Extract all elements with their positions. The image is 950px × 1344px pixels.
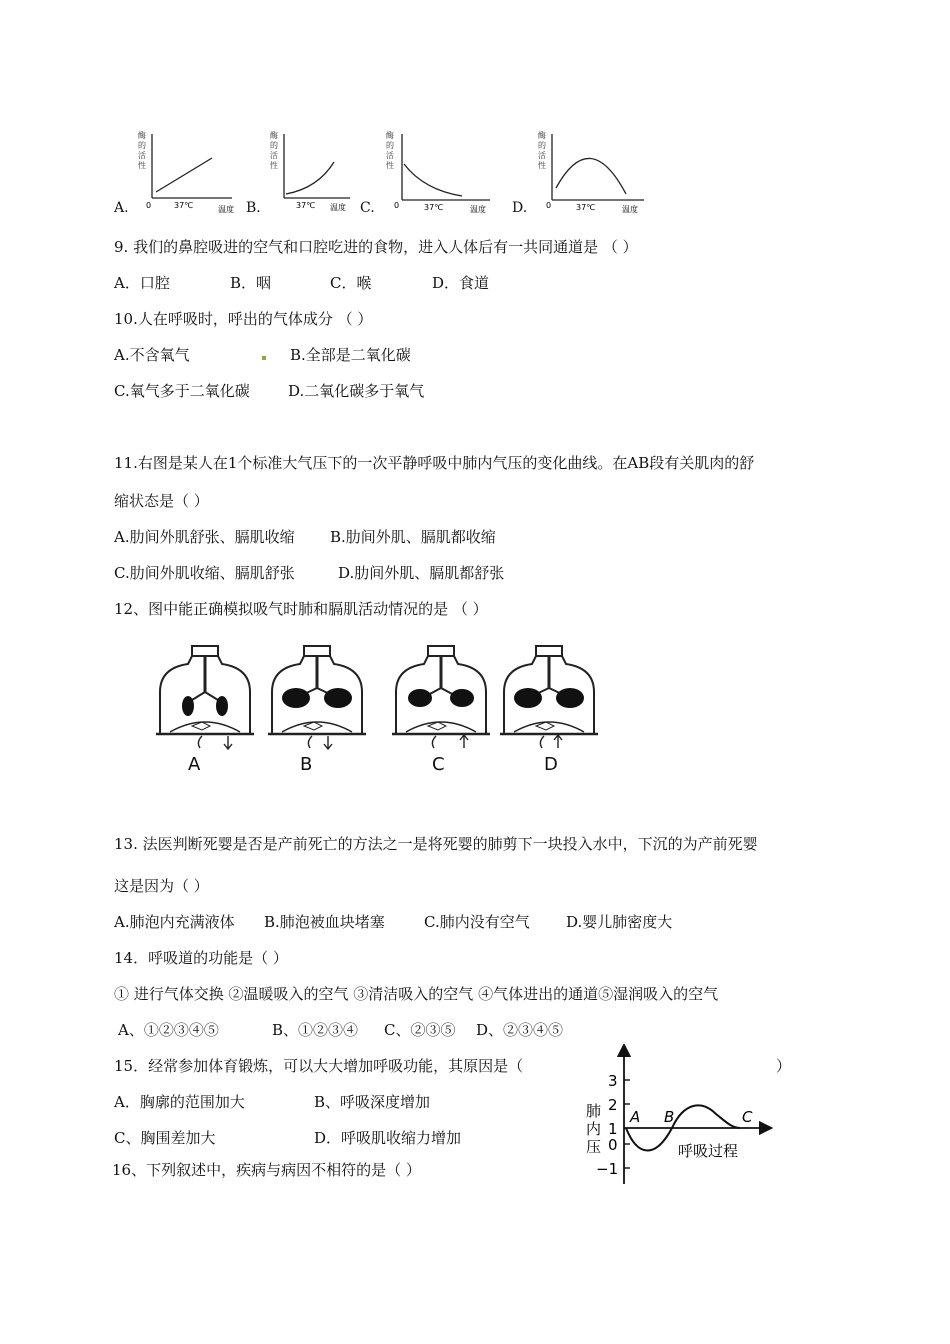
y-axis-char-2: 内 <box>586 1120 602 1138</box>
svg-text:活: 活 <box>138 151 146 160</box>
q10-option-b: B.全部是二氧化碳 <box>290 346 411 364</box>
enzyme-graph-c <box>384 126 494 216</box>
svg-text:的: 的 <box>386 141 394 150</box>
svg-text:活: 活 <box>538 151 546 160</box>
graph-label-c: C. <box>360 200 375 216</box>
svg-text:活: 活 <box>270 151 278 160</box>
graph-label-d: D. <box>512 200 528 216</box>
svg-text:的: 的 <box>138 141 146 150</box>
q15-option-a: A．胸廓的范围加大 <box>114 1093 245 1111</box>
enzyme-graph-b <box>268 126 358 216</box>
q9-stem: 9. 我们的鼻腔吸进的空气和口腔吃进的食物，进入人体后有一共同通道是 （ ） <box>114 238 638 256</box>
q14-option-b: B、①②③④ <box>272 1021 359 1039</box>
svg-text:0: 0 <box>546 201 552 210</box>
figure-label-b: B <box>300 754 313 775</box>
q10-option-a: A.不含氧气 <box>114 346 190 364</box>
q11-option-c: C.肋间外肌收缩、膈肌舒张 <box>114 564 295 582</box>
point-c-label: C <box>742 1108 753 1126</box>
q11-option-a: A.肋间外肌舒张、膈肌收缩 <box>114 528 295 546</box>
q9-option-d: D．食道 <box>432 274 490 292</box>
bell-jar-b <box>264 642 370 752</box>
y-axis-label: 酶 <box>138 131 146 140</box>
svg-text:活: 活 <box>386 151 394 160</box>
bell-jar-d <box>496 642 602 752</box>
q9-option-a: A．口腔 <box>114 274 170 292</box>
graph-label-a: A. <box>114 200 129 216</box>
q9-option-b: B．咽 <box>230 274 272 292</box>
q13-stem-line2: 这是因为（ ） <box>114 877 209 895</box>
figure-label-a: A <box>188 754 201 775</box>
bell-jar-a <box>152 642 258 752</box>
q13-stem-line1: 13. 法医判断死婴是否是产前死亡的方法之一是将死婴的肺剪下一块投入水中，下沉的为产前死婴 <box>114 835 758 853</box>
point-b-label: B <box>664 1108 675 1126</box>
svg-text:0: 0 <box>394 201 400 210</box>
stray-dot <box>262 356 266 360</box>
q14-items: ① 进行气体交换 ②温暖吸入的空气 ③清洁吸入的空气 ④气体进出的通道⑤湿润吸入的空气 <box>114 985 719 1003</box>
svg-text:温度: 温度 <box>330 203 346 212</box>
q11-option-b: B.肋间外肌、膈肌都收缩 <box>330 528 496 546</box>
svg-text:温度: 温度 <box>470 205 486 214</box>
q15-option-d: D．呼吸肌收缩力增加 <box>314 1129 462 1147</box>
svg-text:温度: 温度 <box>218 205 234 214</box>
y-tick-neg1: −1 <box>596 1160 619 1178</box>
svg-text:的: 的 <box>538 141 546 150</box>
svg-text:性: 性 <box>386 161 394 170</box>
figure-label-c: C <box>432 754 445 775</box>
q15-close-paren: ） <box>776 1057 792 1075</box>
q14-option-a: A、①②③④⑤ <box>118 1021 219 1039</box>
svg-text:37℃: 37℃ <box>576 203 596 212</box>
svg-text:0: 0 <box>146 201 152 210</box>
bell-jar-c <box>388 642 494 752</box>
graph-label-b: B. <box>246 200 261 216</box>
svg-text:酶: 酶 <box>270 131 278 140</box>
q15-option-b: B、呼吸深度增加 <box>314 1093 431 1111</box>
q14-stem: 14．呼吸道的功能是（ ） <box>114 949 288 967</box>
svg-text:37℃: 37℃ <box>296 201 316 210</box>
q13-option-a: A.肺泡内充满液体 <box>114 913 235 931</box>
figure-label-d: D <box>544 754 558 775</box>
y-tick-3: 3 <box>608 1072 618 1090</box>
q13-option-c: C.肺内没有空气 <box>424 913 530 931</box>
x-axis-label: 呼吸过程 <box>678 1142 739 1160</box>
q12-stem: 12、图中能正确模拟吸气时肺和膈肌活动情况的是 （ ） <box>114 600 488 618</box>
svg-text:的: 的 <box>270 141 278 150</box>
q16-stem: 16、下列叙述中，疾病与病因不相符的是（ ） <box>112 1161 421 1179</box>
y-axis-char-1: 肺 <box>586 1102 602 1120</box>
y-tick-0: 0 <box>608 1136 618 1154</box>
svg-text:37℃: 37℃ <box>174 201 194 210</box>
q10-stem: 10.人在呼吸时，呼出的气体成分 （ ） <box>114 310 373 328</box>
lung-pressure-chart <box>580 1044 780 1194</box>
q13-option-b: B.肺泡被血块堵塞 <box>264 913 385 931</box>
svg-text:37℃: 37℃ <box>424 203 444 212</box>
enzyme-graph-d <box>536 126 652 216</box>
q11-stem-line1: 11.右图是某人在1个标准大气压下的一次平静呼吸中肺内气压的变化曲线。在AB段有关肌肉的舒 <box>114 454 755 472</box>
q11-option-d: D.肋间外肌、膈肌都舒张 <box>338 564 505 582</box>
svg-text:性: 性 <box>270 161 278 170</box>
q10-option-d: D.二氧化碳多于氧气 <box>288 382 425 400</box>
q14-option-d: D、②③④⑤ <box>476 1021 564 1039</box>
q10-option-c: C.氧气多于二氧化碳 <box>114 382 250 400</box>
q11-stem-line2: 缩状态是（ ） <box>114 492 209 510</box>
svg-text:性: 性 <box>138 161 146 170</box>
point-a-label: A <box>630 1108 641 1126</box>
y-tick-1: 1 <box>608 1120 618 1138</box>
svg-text:性: 性 <box>538 161 546 170</box>
enzyme-graph-a <box>136 126 246 216</box>
svg-text:温度: 温度 <box>622 205 638 214</box>
q14-option-c: C、②③⑤ <box>384 1021 456 1039</box>
y-tick-2: 2 <box>608 1096 618 1114</box>
y-axis-char-3: 压 <box>586 1138 602 1156</box>
q15-stem: 15．经常参加体育锻炼，可以大大增加呼吸功能，其原因是（ <box>114 1057 524 1075</box>
svg-text:酶: 酶 <box>538 131 546 140</box>
q15-option-c: C、胸围差加大 <box>114 1129 216 1147</box>
q9-option-c: C．喉 <box>330 274 372 292</box>
q13-option-d: D.婴儿肺密度大 <box>566 913 673 931</box>
svg-text:酶: 酶 <box>386 131 394 140</box>
